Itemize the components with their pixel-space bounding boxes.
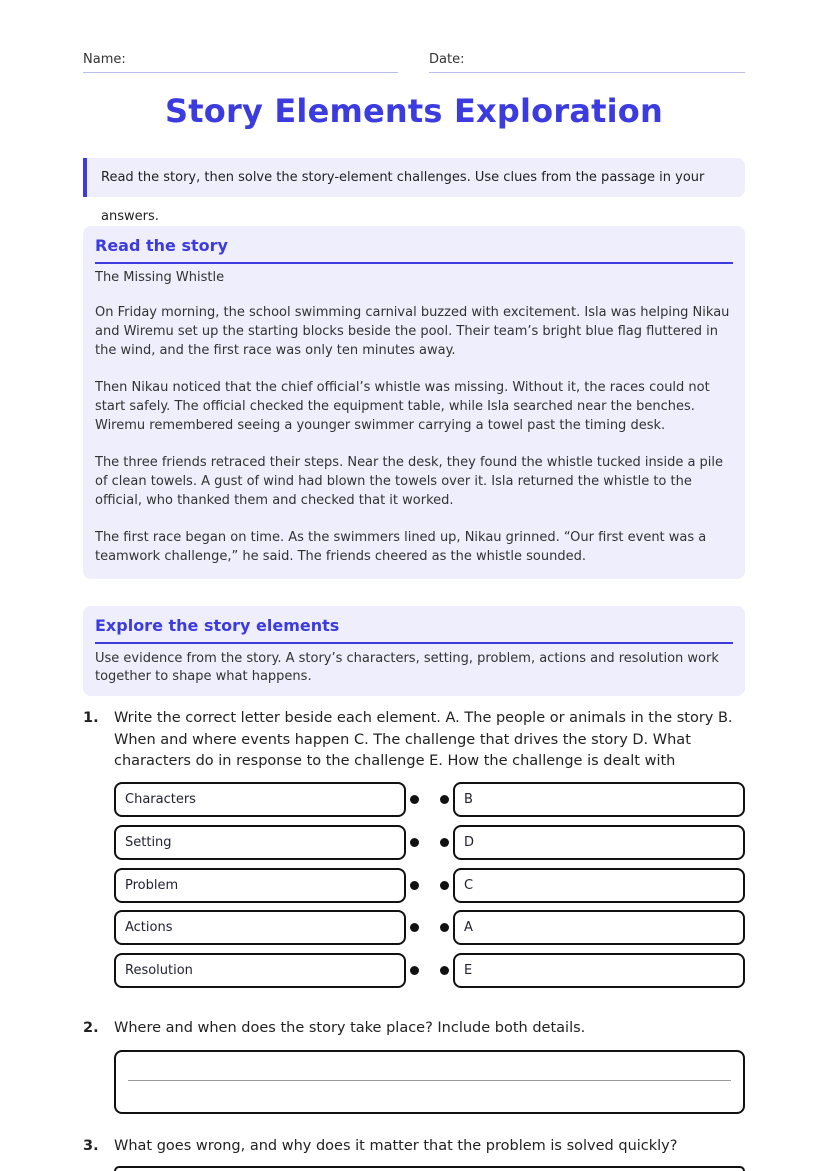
match-element-box: Resolution <box>114 953 406 988</box>
match-dot-left[interactable] <box>410 838 419 847</box>
name-label: Name: <box>83 52 126 67</box>
match-row <box>114 910 745 946</box>
name-field[interactable] <box>83 52 398 73</box>
question-text: Where and when does the story take place? Include both details. <box>114 1020 586 1036</box>
match-row <box>114 868 745 904</box>
match-element-box: Characters <box>114 782 406 817</box>
question-text: What goes wrong, and why does it matter that the problem is solved quickly? <box>114 1138 678 1154</box>
explore-heading: Explore the story elements <box>95 616 733 644</box>
story-panel <box>83 226 745 579</box>
explore-text: Use evidence from the story. A story’s characters, setting, problem, actions and resolution work together to shape what happens. <box>95 651 719 684</box>
match-row <box>114 953 745 989</box>
match-element-box: Problem <box>114 868 406 903</box>
question-1 <box>83 708 745 773</box>
question-number: 1. <box>83 710 99 726</box>
explore-panel <box>83 606 745 696</box>
name-date-row <box>83 52 745 74</box>
match-element-box: Actions <box>114 910 406 945</box>
match-dot-right[interactable] <box>440 838 449 847</box>
match-element-box: Setting <box>114 825 406 860</box>
question-number: 3. <box>83 1138 99 1154</box>
match-row <box>114 825 745 861</box>
match-dot-right[interactable] <box>440 966 449 975</box>
question-2 <box>83 1018 745 1040</box>
match-dot-right[interactable] <box>440 881 449 890</box>
story-paragraph: Then Nikau noticed that the chief official’s whistle was missing. Without it, the races could not start safely. The official checked the equipment table, while Isla searched near the benches. Wiremu remembered seeing a younger swimmer carrying a towel past the timing desk. <box>95 380 710 433</box>
match-answer-box[interactable]: A <box>453 910 745 945</box>
match-answer-box[interactable]: B <box>453 782 745 817</box>
match-answer-box[interactable]: E <box>453 953 745 988</box>
match-dot-right[interactable] <box>440 923 449 932</box>
story-paragraph: The first race began on time. As the swimmers lined up, Nikau grinned. “Our first event was a teamwork challenge,” he said. The friends cheered as the whistle sounded. <box>95 530 707 564</box>
match-dot-left[interactable] <box>410 795 419 804</box>
match-row <box>114 782 745 818</box>
match-dot-left[interactable] <box>410 881 419 890</box>
question-3 <box>83 1136 745 1158</box>
story-paragraph: On Friday morning, the school swimming carnival buzzed with excitement. Isla was helping Nikau and Wiremu set up the starting blocks beside the pool. Their team’s bright blue flag fluttered in the wind, and the first race was only ten minutes away. <box>95 305 730 358</box>
intro-callout: Read the story, then solve the story-element challenges. Use clues from the passage in your answers. <box>83 158 745 197</box>
match-dot-left[interactable] <box>410 923 419 932</box>
answer-box[interactable] <box>114 1166 745 1171</box>
match-answer-box[interactable]: C <box>453 868 745 903</box>
answer-box[interactable] <box>114 1050 745 1114</box>
match-answer-box[interactable]: D <box>453 825 745 860</box>
page-title: Story Elements Exploration <box>165 92 663 130</box>
story-title: The Missing Whistle <box>95 270 225 285</box>
story-heading: Read the story <box>95 236 733 264</box>
match-dot-right[interactable] <box>440 795 449 804</box>
question-text: Write the correct letter beside each element. A. The people or animals in the story B. When and where events happen C. The challenge that drives the story D. What characters do in response to the challenge E. How the challenge is dealt with <box>114 710 733 769</box>
date-field[interactable] <box>429 52 745 73</box>
question-number: 2. <box>83 1020 99 1036</box>
date-label: Date: <box>429 52 465 67</box>
answer-line <box>128 1080 731 1081</box>
story-paragraph: The three friends retraced their steps. Near the desk, they found the whistle tucked inside a pile of clean towels. A gust of wind had blown the towels over it. Isla returned the whistle to the official, who thanked them and checked that it worked. <box>95 455 724 508</box>
match-dot-left[interactable] <box>410 966 419 975</box>
